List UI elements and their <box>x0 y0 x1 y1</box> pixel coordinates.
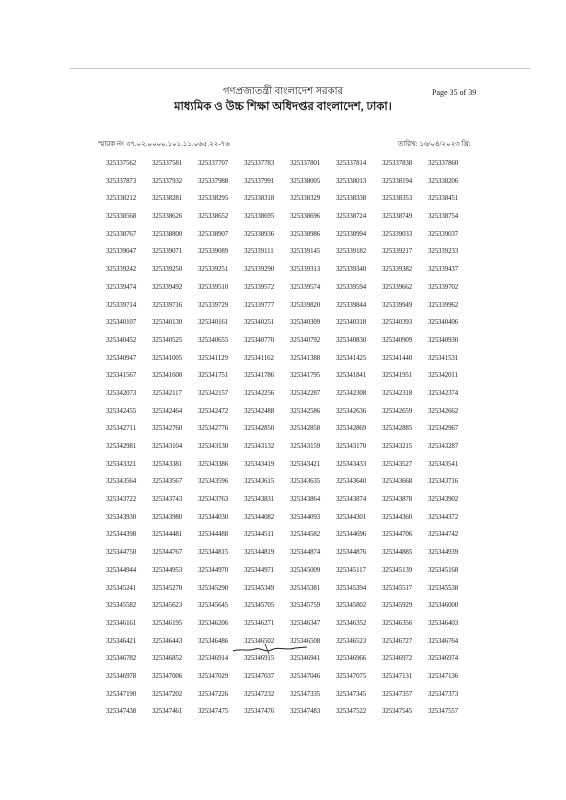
table-cell: 325344971 <box>244 566 275 574</box>
table-cell: 325345009 <box>290 566 321 574</box>
table-cell: 325338295 <box>198 195 229 203</box>
table-cell: 325343930 <box>106 513 137 521</box>
table-cell: 325343159 <box>290 443 321 450</box>
table-cell: 325346966 <box>336 655 367 663</box>
table-cell: 325343419 <box>244 460 275 468</box>
table-cell: 325344750 <box>106 549 137 557</box>
table-cell: 325341388 <box>290 354 321 362</box>
table-cell: 325338724 <box>336 213 367 221</box>
table-cell: 325347006 <box>152 672 183 680</box>
table-cell: 325342308 <box>336 389 367 397</box>
table-cell: 325343433 <box>336 460 367 468</box>
table-cell: 325341129 <box>198 354 228 362</box>
table-cell: 325345645 <box>198 602 229 610</box>
table-cell: 325341951 <box>382 372 413 380</box>
table-cell: 325341600 <box>152 372 183 380</box>
table-cell: 325341795 <box>290 372 321 380</box>
table-cell: 325339217 <box>382 248 413 256</box>
table-cell: 325345759 <box>290 602 321 610</box>
table-cell: 325347131 <box>382 672 413 680</box>
table-cell: 325346206 <box>198 619 229 627</box>
table-cell: 325343421 <box>290 460 321 468</box>
table-cell: 325339047 <box>106 248 137 256</box>
table-cell: 325338767 <box>106 230 137 238</box>
table-cell: 325341786 <box>244 372 275 380</box>
table-cell: 325343874 <box>336 496 367 504</box>
table-cell: 325342711 <box>106 425 136 433</box>
table-cell: 325347483 <box>290 708 321 716</box>
table-cell: 325339037 <box>428 230 459 238</box>
table-cell: 325339340 <box>336 266 367 274</box>
table-cell: 325344885 <box>382 549 413 557</box>
table-cell: 325340107 <box>106 319 137 327</box>
table-cell: 325338451 <box>428 195 459 203</box>
table-cell: 325341425 <box>336 354 367 362</box>
page-number: Page 35 of 39 <box>432 88 477 97</box>
table-cell: 325338907 <box>198 230 229 238</box>
signature-icon <box>231 640 311 658</box>
table-cell: 325339033 <box>382 230 413 238</box>
table-cell: 325344876 <box>336 549 367 557</box>
table-cell: 325339071 <box>152 248 183 256</box>
table-cell: 325339492 <box>152 283 183 291</box>
table-cell: 325338281 <box>152 195 183 203</box>
table-cell: 325342850 <box>244 425 275 433</box>
table-cell: 325346941 <box>290 655 321 663</box>
table-cell: 325347335 <box>290 690 321 698</box>
table-cell: 325342858 <box>290 425 321 433</box>
table-cell: 325343980 <box>152 513 183 521</box>
table-cell: 325342287 <box>290 389 321 397</box>
table-cell: 325347461 <box>152 708 183 716</box>
table-cell: 325340909 <box>382 336 413 344</box>
table-cell: 325342662 <box>428 407 459 415</box>
table-cell: 325347373 <box>428 690 459 698</box>
table-cell: 325339702 <box>428 283 459 291</box>
table-cell: 325339089 <box>198 248 229 256</box>
table-cell: 325342472 <box>198 407 229 415</box>
table-cell: 325343615 <box>244 478 275 486</box>
table-cell: 325339111 <box>244 248 274 256</box>
table-cell: 325341531 <box>428 354 459 362</box>
table-cell: 325341841 <box>336 372 367 380</box>
table-cell: 325340393 <box>382 319 413 327</box>
table-cell: 325338329 <box>290 195 321 203</box>
table-cell: 325342776 <box>198 425 229 433</box>
table-cell: 325340161 <box>198 319 229 327</box>
table-cell: 325344030 <box>198 513 229 521</box>
table-cell: 325343527 <box>382 460 413 468</box>
table-cell: 325339250 <box>152 266 183 274</box>
table-cell: 325338696 <box>290 213 321 221</box>
table-cell: 325344082 <box>244 513 275 521</box>
table-cell: 325346764 <box>428 637 459 645</box>
table-cell: 325340655 <box>198 336 229 344</box>
table-cell: 325344970 <box>198 566 229 574</box>
table-cell: 325344488 <box>198 531 229 539</box>
table-cell: 325337991 <box>244 177 275 185</box>
table-cell: 325346347 <box>290 619 321 627</box>
table-cell: 325338800 <box>152 230 183 238</box>
table-cell: 325340318 <box>336 319 367 327</box>
table-cell: 325344953 <box>152 566 183 574</box>
table-cell: 325342073 <box>106 389 137 397</box>
table-cell: 325343902 <box>428 496 459 504</box>
table-cell: 325343386 <box>198 460 229 468</box>
table-cell: 325343541 <box>428 460 459 468</box>
table-cell: 325344372 <box>428 513 459 521</box>
table-cell: 325342488 <box>244 407 275 415</box>
table-cell: 325345582 <box>106 602 137 610</box>
table-cell: 325341162 <box>244 354 274 362</box>
table-cell: 325344742 <box>428 531 459 539</box>
table-cell: 325338626 <box>152 213 183 221</box>
table-cell: 325347475 <box>198 708 229 716</box>
table-cell: 325343381 <box>152 460 183 468</box>
table-cell: 325339145 <box>290 248 321 256</box>
table-cell: 325339714 <box>106 301 137 309</box>
table-cell: 325343215 <box>382 443 413 450</box>
table-cell: 325342117 <box>152 389 182 397</box>
table-cell: 325343287 <box>428 443 459 450</box>
table-cell: 325346161 <box>106 619 137 627</box>
table-cell: 325339949 <box>382 301 413 309</box>
table-cell: 325345349 <box>244 584 275 592</box>
table-cell: 325347136 <box>428 672 459 680</box>
table-cell: 325343864 <box>290 496 321 504</box>
table-cell: 325338695 <box>244 213 275 221</box>
table-cell: 325346502 <box>244 637 275 645</box>
table-cell: 325341005 <box>152 354 183 362</box>
table-cell: 325344939 <box>428 549 459 557</box>
table-cell: 325347357 <box>382 690 413 698</box>
table-cell: 325337783 <box>244 160 275 167</box>
table-cell: 325337814 <box>336 160 367 167</box>
table-cell: 325343763 <box>198 496 229 504</box>
table-cell: 325342464 <box>152 407 183 415</box>
table-cell: 325343564 <box>106 478 137 486</box>
table-cell: 325340309 <box>290 319 321 327</box>
table-cell: 325339290 <box>244 266 275 274</box>
govt-title: গণপ্রজাতন্ত্রী বাংলাদেশ সরকার <box>222 86 344 97</box>
table-cell: 325343831 <box>244 496 275 504</box>
table-cell: 325343722 <box>106 496 137 504</box>
table-cell: 325339574 <box>290 283 321 291</box>
table-cell: 325346356 <box>382 619 413 627</box>
table-cell: 325338194 <box>382 177 413 185</box>
table-cell: 325347476 <box>244 708 275 716</box>
table-cell: 325345394 <box>336 584 367 592</box>
table-cell: 325339437 <box>428 266 459 274</box>
table-cell: 325338338 <box>336 195 367 203</box>
table-cell: 325337581 <box>152 160 183 167</box>
table-cell: 325338206 <box>428 177 459 185</box>
table-cell: 325346195 <box>152 619 183 627</box>
table-cell: 325339729 <box>198 301 229 309</box>
table-cell: 325340406 <box>428 319 459 327</box>
table-cell: 325346352 <box>336 619 367 627</box>
table-cell: 325339382 <box>382 266 413 274</box>
table-cell: 325341751 <box>198 372 229 380</box>
memo-number: স্মারক নং ৩৭.০২.০০০০.১০১.১১.০৬৫.২২-৭৬ <box>98 140 230 148</box>
table-cell: 325346000 <box>428 602 459 610</box>
table-cell: 325343132 <box>244 443 275 450</box>
table-cell: 325347545 <box>382 708 413 716</box>
table-cell: 325347226 <box>198 690 229 698</box>
table-cell: 325342157 <box>198 389 229 397</box>
table-cell: 325339313 <box>290 266 321 274</box>
table-cell: 325338212 <box>106 195 137 203</box>
table-cell: 325347345 <box>336 690 367 698</box>
table-cell: 325337838 <box>382 160 413 167</box>
table-cell: 325343640 <box>336 478 367 486</box>
table-cell: 325342869 <box>336 425 367 433</box>
table-cell: 325342659 <box>382 407 413 415</box>
table-cell: 325342885 <box>382 425 413 433</box>
table-cell: 325338994 <box>336 230 367 238</box>
table-cell: 325341440 <box>382 354 413 362</box>
table-cell: 325343130 <box>198 443 229 450</box>
table-cell: 325337860 <box>428 160 459 167</box>
table-cell: 325338005 <box>290 177 321 185</box>
table-cell: 325340452 <box>106 336 137 344</box>
table-cell: 325342981 <box>106 443 137 450</box>
table-cell: 325344301 <box>336 513 367 521</box>
directorate-title: মাধ্যমিক ও উচ্চ শিক্ষা অধিদপ্তর বাংলাদেশ, ঢাকা। <box>174 101 392 113</box>
table-cell: 325345168 <box>428 566 459 574</box>
table-cell: 325344944 <box>106 566 137 574</box>
table-cell: 325346421 <box>106 637 137 645</box>
table-cell: 325345802 <box>336 602 367 610</box>
table-cell: 325342586 <box>290 407 321 415</box>
table-cell: 325343567 <box>152 478 183 486</box>
table-cell: 325341567 <box>106 372 137 380</box>
table-cell: 325346508 <box>290 637 321 645</box>
table-cell: 325337707 <box>198 160 229 167</box>
table-cell: 325344582 <box>290 531 321 539</box>
table-cell: 325344093 <box>290 513 321 521</box>
table-cell: 325340830 <box>336 336 367 344</box>
table-cell: 325347046 <box>290 672 321 680</box>
table-cell: 325346978 <box>106 672 137 680</box>
table-cell: 325339510 <box>198 283 229 291</box>
table-cell: 325343878 <box>382 496 413 504</box>
table-cell: 325339233 <box>428 248 459 256</box>
table-cell: 325347075 <box>336 672 367 680</box>
table-cell: 325342011 <box>428 372 458 380</box>
scan-edge-line <box>70 68 530 69</box>
table-cell: 325343635 <box>290 478 321 486</box>
table-cell: 325339594 <box>336 283 367 291</box>
table-cell: 325339777 <box>244 301 275 309</box>
table-cell: 325342318 <box>382 389 413 397</box>
table-cell: 325337932 <box>152 177 183 185</box>
table-cell: 325344398 <box>106 531 137 539</box>
table-cell: 325338652 <box>198 213 229 221</box>
table-cell: 325344767 <box>152 549 183 557</box>
table-cell: 325337873 <box>106 177 137 185</box>
table-cell: 325345117 <box>336 566 366 574</box>
table-cell: 325343668 <box>382 478 413 486</box>
table-cell: 325343716 <box>428 478 459 486</box>
table-cell: 325340947 <box>106 354 137 362</box>
table-cell: 325346974 <box>428 655 459 663</box>
table-cell: 325338318 <box>244 195 275 203</box>
table-cell: 325338013 <box>336 177 367 185</box>
table-cell: 325338754 <box>428 213 459 221</box>
table-cell: 325338749 <box>382 213 413 221</box>
table-cell: 325339182 <box>336 248 367 256</box>
table-cell: 325343321 <box>106 460 137 468</box>
table-cell: 325345139 <box>382 566 413 574</box>
table-cell: 325342636 <box>336 407 367 415</box>
table-cell: 325347522 <box>336 708 367 716</box>
table-cell: 325346523 <box>336 637 367 645</box>
table-cell: 325340130 <box>152 319 183 327</box>
table-cell: 325338936 <box>244 230 275 238</box>
table-cell: 325345241 <box>106 584 137 592</box>
table-cell: 325345623 <box>152 602 183 610</box>
table-cell: 325339242 <box>106 266 137 274</box>
table-cell: 325343170 <box>336 443 367 450</box>
table-cell: 325343104 <box>152 443 183 450</box>
table-cell: 325342967 <box>428 425 459 433</box>
table-cell: 325344360 <box>382 513 413 521</box>
table-cell: 325338568 <box>106 213 137 221</box>
table-cell: 325338986 <box>290 230 321 238</box>
table-cell: 325337562 <box>106 160 137 167</box>
document-date: তারিখ: ১৬/০৪/২০২৩ খ্রি: <box>398 140 471 148</box>
table-cell: 325340792 <box>290 336 321 344</box>
table-cell: 325339962 <box>428 301 459 309</box>
table-cell: 325347438 <box>106 708 137 716</box>
table-cell: 325347190 <box>106 690 137 698</box>
table-cell: 325345381 <box>290 584 321 592</box>
table-cell: 325346443 <box>152 637 183 645</box>
table-cell: 325344511 <box>244 531 274 539</box>
table-cell: 325347029 <box>198 672 229 680</box>
table-cell: 325346852 <box>152 655 183 663</box>
table-cell: 325343743 <box>152 496 183 504</box>
table-cell: 325344481 <box>152 531 183 539</box>
table-cell: 325346727 <box>382 637 413 645</box>
table-cell: 325339474 <box>106 283 137 291</box>
table-cell: 325347557 <box>428 708 459 716</box>
table-cell: 325346782 <box>106 655 137 663</box>
table-cell: 325346972 <box>382 655 413 663</box>
table-cell: 325339716 <box>152 301 183 309</box>
table-cell: 325339572 <box>244 283 275 291</box>
table-cell: 325340770 <box>244 336 275 344</box>
table-cell: 325340251 <box>244 319 275 327</box>
table-cell: 325347232 <box>244 690 275 698</box>
table-cell: 325339251 <box>198 266 229 274</box>
table-cell: 325344706 <box>382 531 413 539</box>
table-cell: 325340525 <box>152 336 183 344</box>
table-cell: 325345538 <box>428 584 459 592</box>
table-cell: 325345290 <box>198 584 229 592</box>
table-cell: 325337801 <box>290 160 321 167</box>
table-cell: 325344874 <box>290 549 321 557</box>
table-cell: 325346486 <box>198 637 229 645</box>
table-cell: 325346403 <box>428 619 459 627</box>
table-cell: 325342374 <box>428 389 459 397</box>
table-cell: 325346271 <box>244 619 275 627</box>
table-cell: 325347037 <box>244 672 275 680</box>
table-cell: 325345705 <box>244 602 275 610</box>
table-cell: 325342256 <box>244 389 275 397</box>
table-cell: 325339820 <box>290 301 321 309</box>
table-cell: 325345517 <box>382 584 413 592</box>
table-cell: 325342760 <box>152 425 183 433</box>
table-cell: 325346915 <box>244 655 275 663</box>
table-cell: 325339844 <box>336 301 367 309</box>
table-cell: 325338353 <box>382 195 413 203</box>
table-cell: 325345929 <box>382 602 413 610</box>
table-cell: 325344819 <box>244 549 275 557</box>
table-cell: 325339662 <box>382 283 413 291</box>
table-cell: 325340930 <box>428 336 459 344</box>
table-cell: 325346914 <box>198 655 229 663</box>
table-cell: 325344815 <box>198 549 229 557</box>
table-cell: 325337988 <box>198 177 229 185</box>
table-cell: 325345270 <box>152 584 183 592</box>
table-cell: 325344696 <box>336 531 367 539</box>
table-cell: 325343596 <box>198 478 229 486</box>
table-cell: 325342455 <box>106 407 137 415</box>
table-cell: 325347202 <box>152 690 183 698</box>
